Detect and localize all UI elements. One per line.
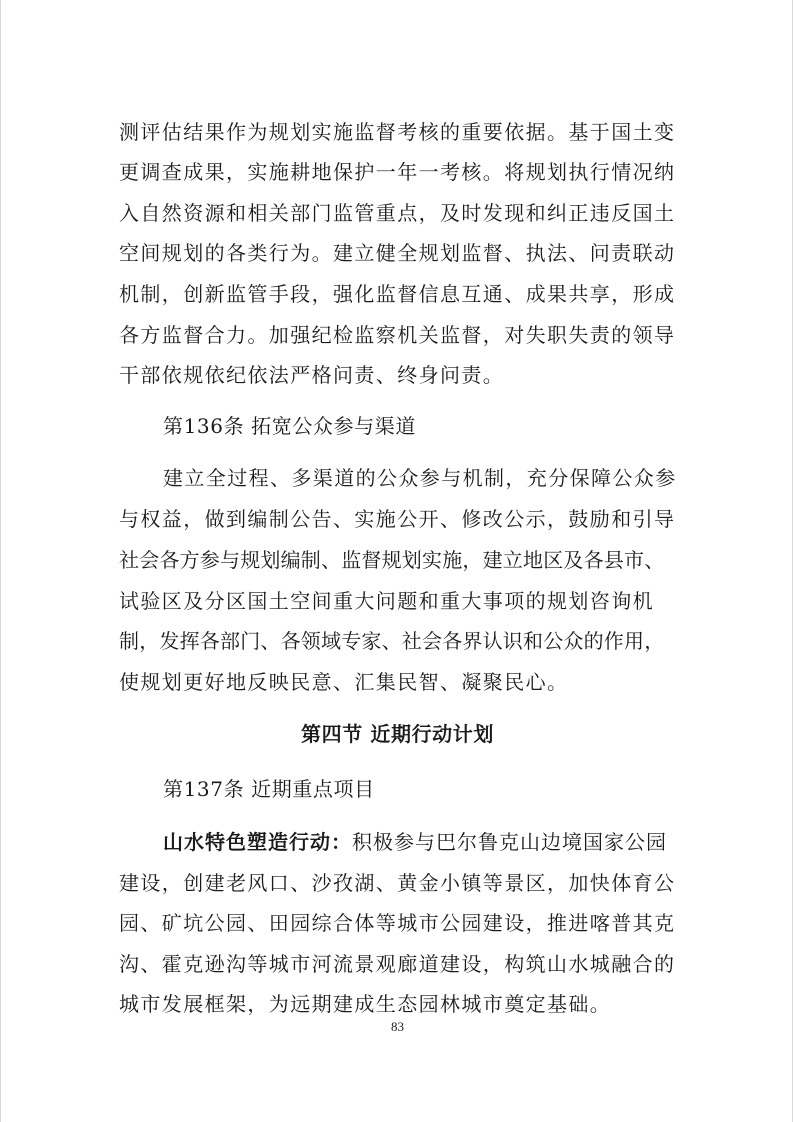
paragraph-line: 机制，创新监管手段，强化监督信息互通、成果共享，形成 [119, 282, 676, 306]
project-lead-label: 山水特色塑造行动： [163, 830, 352, 854]
article-137-heading: 第137条 近期重点项目 [163, 777, 375, 801]
paragraph-line: 更调查成果，实施耕地保护一年一考核。将规划执行情况纳 [119, 160, 676, 184]
section-title: 第四节 近期行动计划 [301, 722, 494, 746]
project-lead-text: 积极参与巴尔鲁克山边境国家公园 [352, 830, 667, 854]
paragraph-line: 干部依规依纪依法严格问责、终身问责。 [119, 363, 505, 387]
paragraph-line: 空间规划的各类行为。建立健全规划监督、执法、问责联动 [119, 241, 676, 265]
paragraph-line: 与权益，做到编制公告、实施公开、修改公示，鼓励和引导 [119, 507, 676, 531]
article-136-heading: 第136条 拓宽公众参与渠道 [163, 414, 416, 438]
paragraph-line: 建设，创建老风口、沙孜湖、黄金小镇等景区，加快体育公 [119, 871, 676, 895]
paragraph-line: 使规划更好地反映民意、汇集民智、凝聚民心。 [119, 670, 569, 694]
paragraph-line [163, 828, 684, 856]
paragraph-line: 测评估结果作为规划实施监督考核的重要依据。基于国土变 [119, 120, 676, 144]
page-number: 83 [391, 1019, 404, 1034]
paragraph-line: 各方监督合力。加强纪检监察机关监督，对失职失责的领导 [119, 323, 676, 347]
paragraph-line: 沟、霍克逊沟等城市河流景观廊道建设，构筑山水城融合的 [119, 952, 676, 976]
paragraph-line: 建立全过程、多渠道的公众参与机制，充分保障公众参 [163, 466, 677, 490]
paragraph-line: 入自然资源和相关部门监管重点，及时发现和纠正违反国土 [119, 201, 676, 225]
paragraph-line: 制，发挥各部门、各领域专家、社会各界认识和公众的作用， [119, 629, 665, 653]
paragraph-line: 试验区及分区国土空间重大问题和重大事项的规划咨询机 [119, 589, 654, 613]
paragraph-line: 城市发展框架，为远期建成生态园林城市奠定基础。 [119, 992, 612, 1016]
paragraph-line: 社会各方参与规划编制、监督规划实施，建立地区及各县市、 [119, 548, 665, 572]
paragraph-line: 园、矿坑公园、田园综合体等城市公园建设，推进喀普其克 [119, 911, 676, 935]
